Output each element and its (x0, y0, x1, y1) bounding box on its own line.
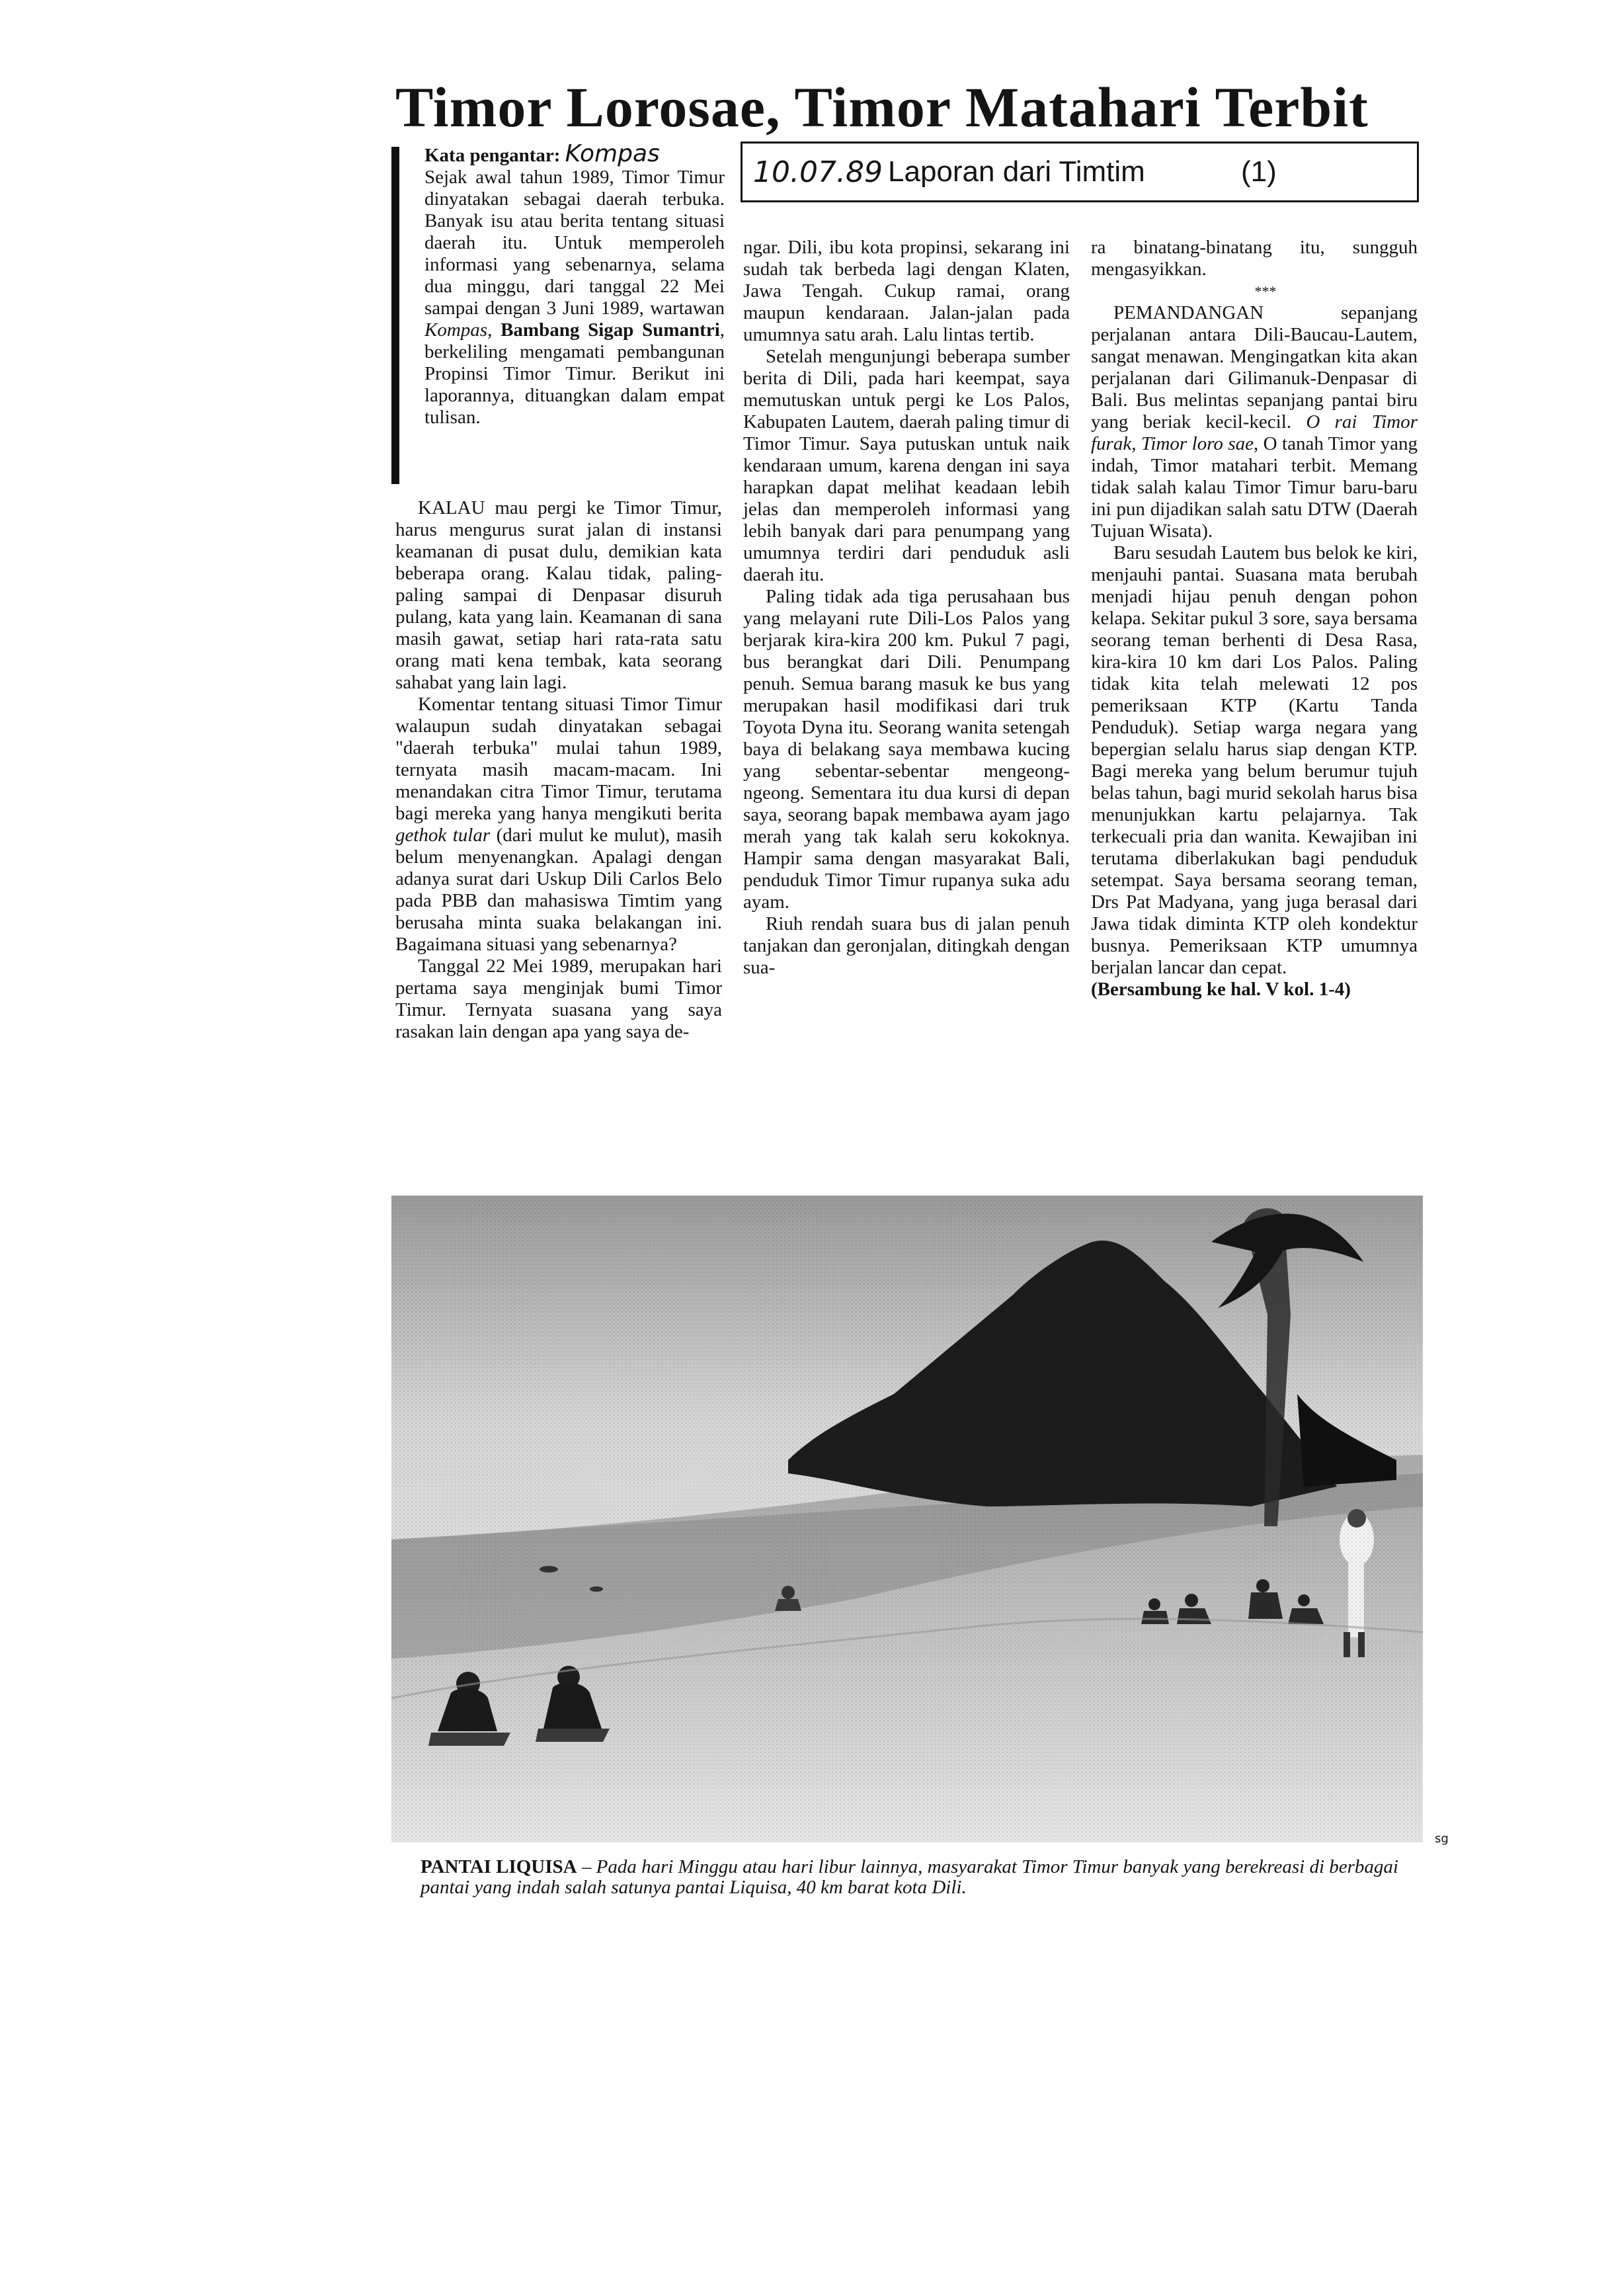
intro-reporter: Bambang Sigap Sumantri (501, 319, 720, 341)
paragraph: PEMANDANGAN sepanjang perjalanan antara Dili-Baucau-Lautem, sangat menawan. Mengingatkan kita akan perjalanan dari Gilimanuk-Denpasar di Bali. Bus melintas sepanjang pantai biru yang beriak kecil-kecil. O rai Timor furak, Timor loro sae, O tanah Timor yang indah, Timor matahari terbit. Memang tidak salah kalau Timor Timur baru-baru ini pun dijadikan salah satu DTW (Daerah Tujuan Wisata). (1091, 302, 1418, 542)
italic-phrase: gethok tular (395, 825, 491, 846)
paragraph: Tanggal 22 Mei 1989, merupakan hari pertama saya menginjak bumi Timor Timur. Ternyata suasana yang saya rasakan lain dengan apa yang saya de- (395, 956, 722, 1042)
photo-credit: sg (1435, 1832, 1449, 1846)
continued-note: (Bersambung ke hal. V kol. 1-4) (1091, 979, 1351, 1000)
paragraph: Komentar tentang situasi Timor Timur walaupun sudah dinyatakan sebagai "daerah terbuka" mulai tahun 1989, ternyata masih macam-macam. Ini menandakan citra Timor Timur, terutama bagi mereka yang hanya mengikuti berita gethok tular (dari mulut ke mulut), masih belum menyenangkan. Apalagi dengan adanya surat dari Uskup Dili Carlos Belo pada PBB dan mahasiswa Timtim yang berusaha minta suaka belakangan ini. Bagaimana situasi yang sebenarnya? (395, 694, 723, 955)
handwritten-date: 10.07.89 (753, 155, 883, 189)
section-separator: *** (1254, 283, 1277, 300)
article-column-2 (743, 237, 1070, 979)
paragraph: Paling tidak ada tiga perusahaan bus yang melayani rute Dili-Los Palos yang berjarak kira-kira 200 km. Pukul 7 pagi, bus berangkat dari Dili. Penumpang penuh. Semua barang masuk ke bus yang merupakan hasil modifikasi dari truk Toyota Dyna itu. Seorang wanita setengah baya di belakang saya membawa kucing yang sebentar-sebentar mengeong-ngeong. Sementara itu dua kursi di depan saya, seorang bapak membawa ayam jago merah yang tak kalah seru kokoknya. Hampir sama dengan masyarakat Bali, penduduk Timor Timur rupanya suka adu ayam. (743, 586, 1070, 913)
intro-label: Kata pengantar: (424, 145, 561, 166)
headline: Timor Lorosae, Timor Matahari Terbit (395, 75, 1369, 139)
intro-text-end: , berkeliling mengamati pembangunan Propinsi Timor Timur. Berikut ini laporannya, dituangkan dalam empat tulisan. (424, 319, 725, 428)
series-label: Laporan dari Timtim (888, 155, 1145, 188)
beach-scene-image (391, 1196, 1423, 1842)
caption-dash: – (577, 1856, 596, 1877)
beach-photo (391, 1196, 1423, 1842)
series-part: (1) (1241, 155, 1277, 188)
paragraph: Baru sesudah Lautem bus belok ke kiri, menjauhi pantai. Suasana mata berubah menjadi hijau penuh dengan pohon kelapa. Sekitar pukul 3 sore, saya bersama seorang teman berhenti di Desa Rasa, kira-kira 10 km dari Los Palos. Paling tidak kita telah melewati 12 pos pemeriksaan KTP (Kartu Tanda Penduduk). Setiap warga negara yang bepergian selalu harus siap dengan KTP. Bagi mereka yang belum berumur tujuh belas tahun, bagi murid sekolah harus bisa menunjukkan kartu pelajarnya. Tak terkecuali pria dan wanita. Kewajiban ini terutama diberlakukan bagi penduduk setempat. Saya bersama seorang teman, Drs Pat Madyana, yang juga berasal dari Jawa tidak diminta KTP oleh kondektur busnya. Pemeriksaan KTP umumnya berjalan lancar dan cepat. (1091, 542, 1418, 978)
photo-caption (421, 1857, 1419, 1898)
intro-text-start: Sejak awal tahun 1989, Timor Timur dinyatakan sebagai daerah terbuka. Banyak isu atau berita tentang situasi daerah itu. Untuk memperoleh informasi yang sebenarnya, selama dua minggu, dari tanggal 22 Mei sampai dengan 3 Juni 1989, wartawan (424, 167, 725, 319)
paragraph: KALAU mau pergi ke Timor Timur, harus mengurus surat jalan di instansi keamanan di pusat dulu, demikian kata beberapa orang. Kalau tidak, paling-paling sampai di Denpasar disuruh pulang, kata yang lain. Keamanan di sana masih gawat, setiap hari rata-rata satu orang mati kena tembak, kata seorang sahabat yang lain lagi. (395, 497, 722, 693)
paragraph: Setelah mengunjungi beberapa sumber berita di Dili, pada hari keempat, saya memutuskan untuk pergi ke Los Palos, Kabupaten Lautem, daerah paling timur di Timor Timur. Saya putuskan untuk naik kendaraan umum, karena dengan ini saya harapkan dapat melihat keadaan lebih jelas dan memperoleh informasi yang lebih banyak dari para penumpang yang umumnya terdiri dari penduduk asli daerah itu. (743, 346, 1070, 585)
article-column-1 (395, 497, 722, 1043)
intro-box: Kata pengantar: Kompas Sejak awal tahun 1989, Timor Timur dinyatakan sebagai daerah terbuka. Banyak isu atau berita tentang situasi daerah itu. Untuk memperoleh informasi yang sebenarnya, selama dua minggu, dari tanggal 22 Mei sampai dengan 3 Juni 1989, wartawan Kompas, Bambang Sigap Sumantri, berkeliling mengamati pembangunan Propinsi Timor Timur. Berikut ini laporannya, dituangkan dalam empat tulisan. (424, 140, 725, 428)
caption-text: Pada hari Minggu atau hari libur lainnya, masyarakat Timor Timur banyak yang berekreasi di berbagai pantai yang indah salah satunya pantai Liquisa, 40 km barat kota Dili. (421, 1856, 1398, 1898)
paragraph: Riuh rendah suara bus di jalan penuh tanjakan dan geronjalan, ditingkah dengan sua- (743, 913, 1070, 978)
intro-side-bar (391, 147, 399, 484)
series-banner (741, 142, 1419, 202)
paragraph: ra binatang-binatang itu, sungguh mengasyikkan. (1091, 237, 1418, 280)
intro-publication: Kompas (424, 319, 488, 341)
caption-title: PANTAI LIQUISA (421, 1856, 577, 1877)
handwritten-source: Kompas (565, 140, 660, 167)
paragraph: ngar. Dili, ibu kota propinsi, sekarang ini sudah tak berbeda lagi dengan Klaten, Jawa Tengah. Cukup ramai, orang maupun kendaraan. Jalan-jalan pada umumnya satu arah. Lalu lintas tertib. (743, 237, 1070, 345)
article-column-3 (1091, 237, 1418, 1001)
italic-phrase: O rai Timor furak, Timor loro sae (1091, 411, 1418, 454)
